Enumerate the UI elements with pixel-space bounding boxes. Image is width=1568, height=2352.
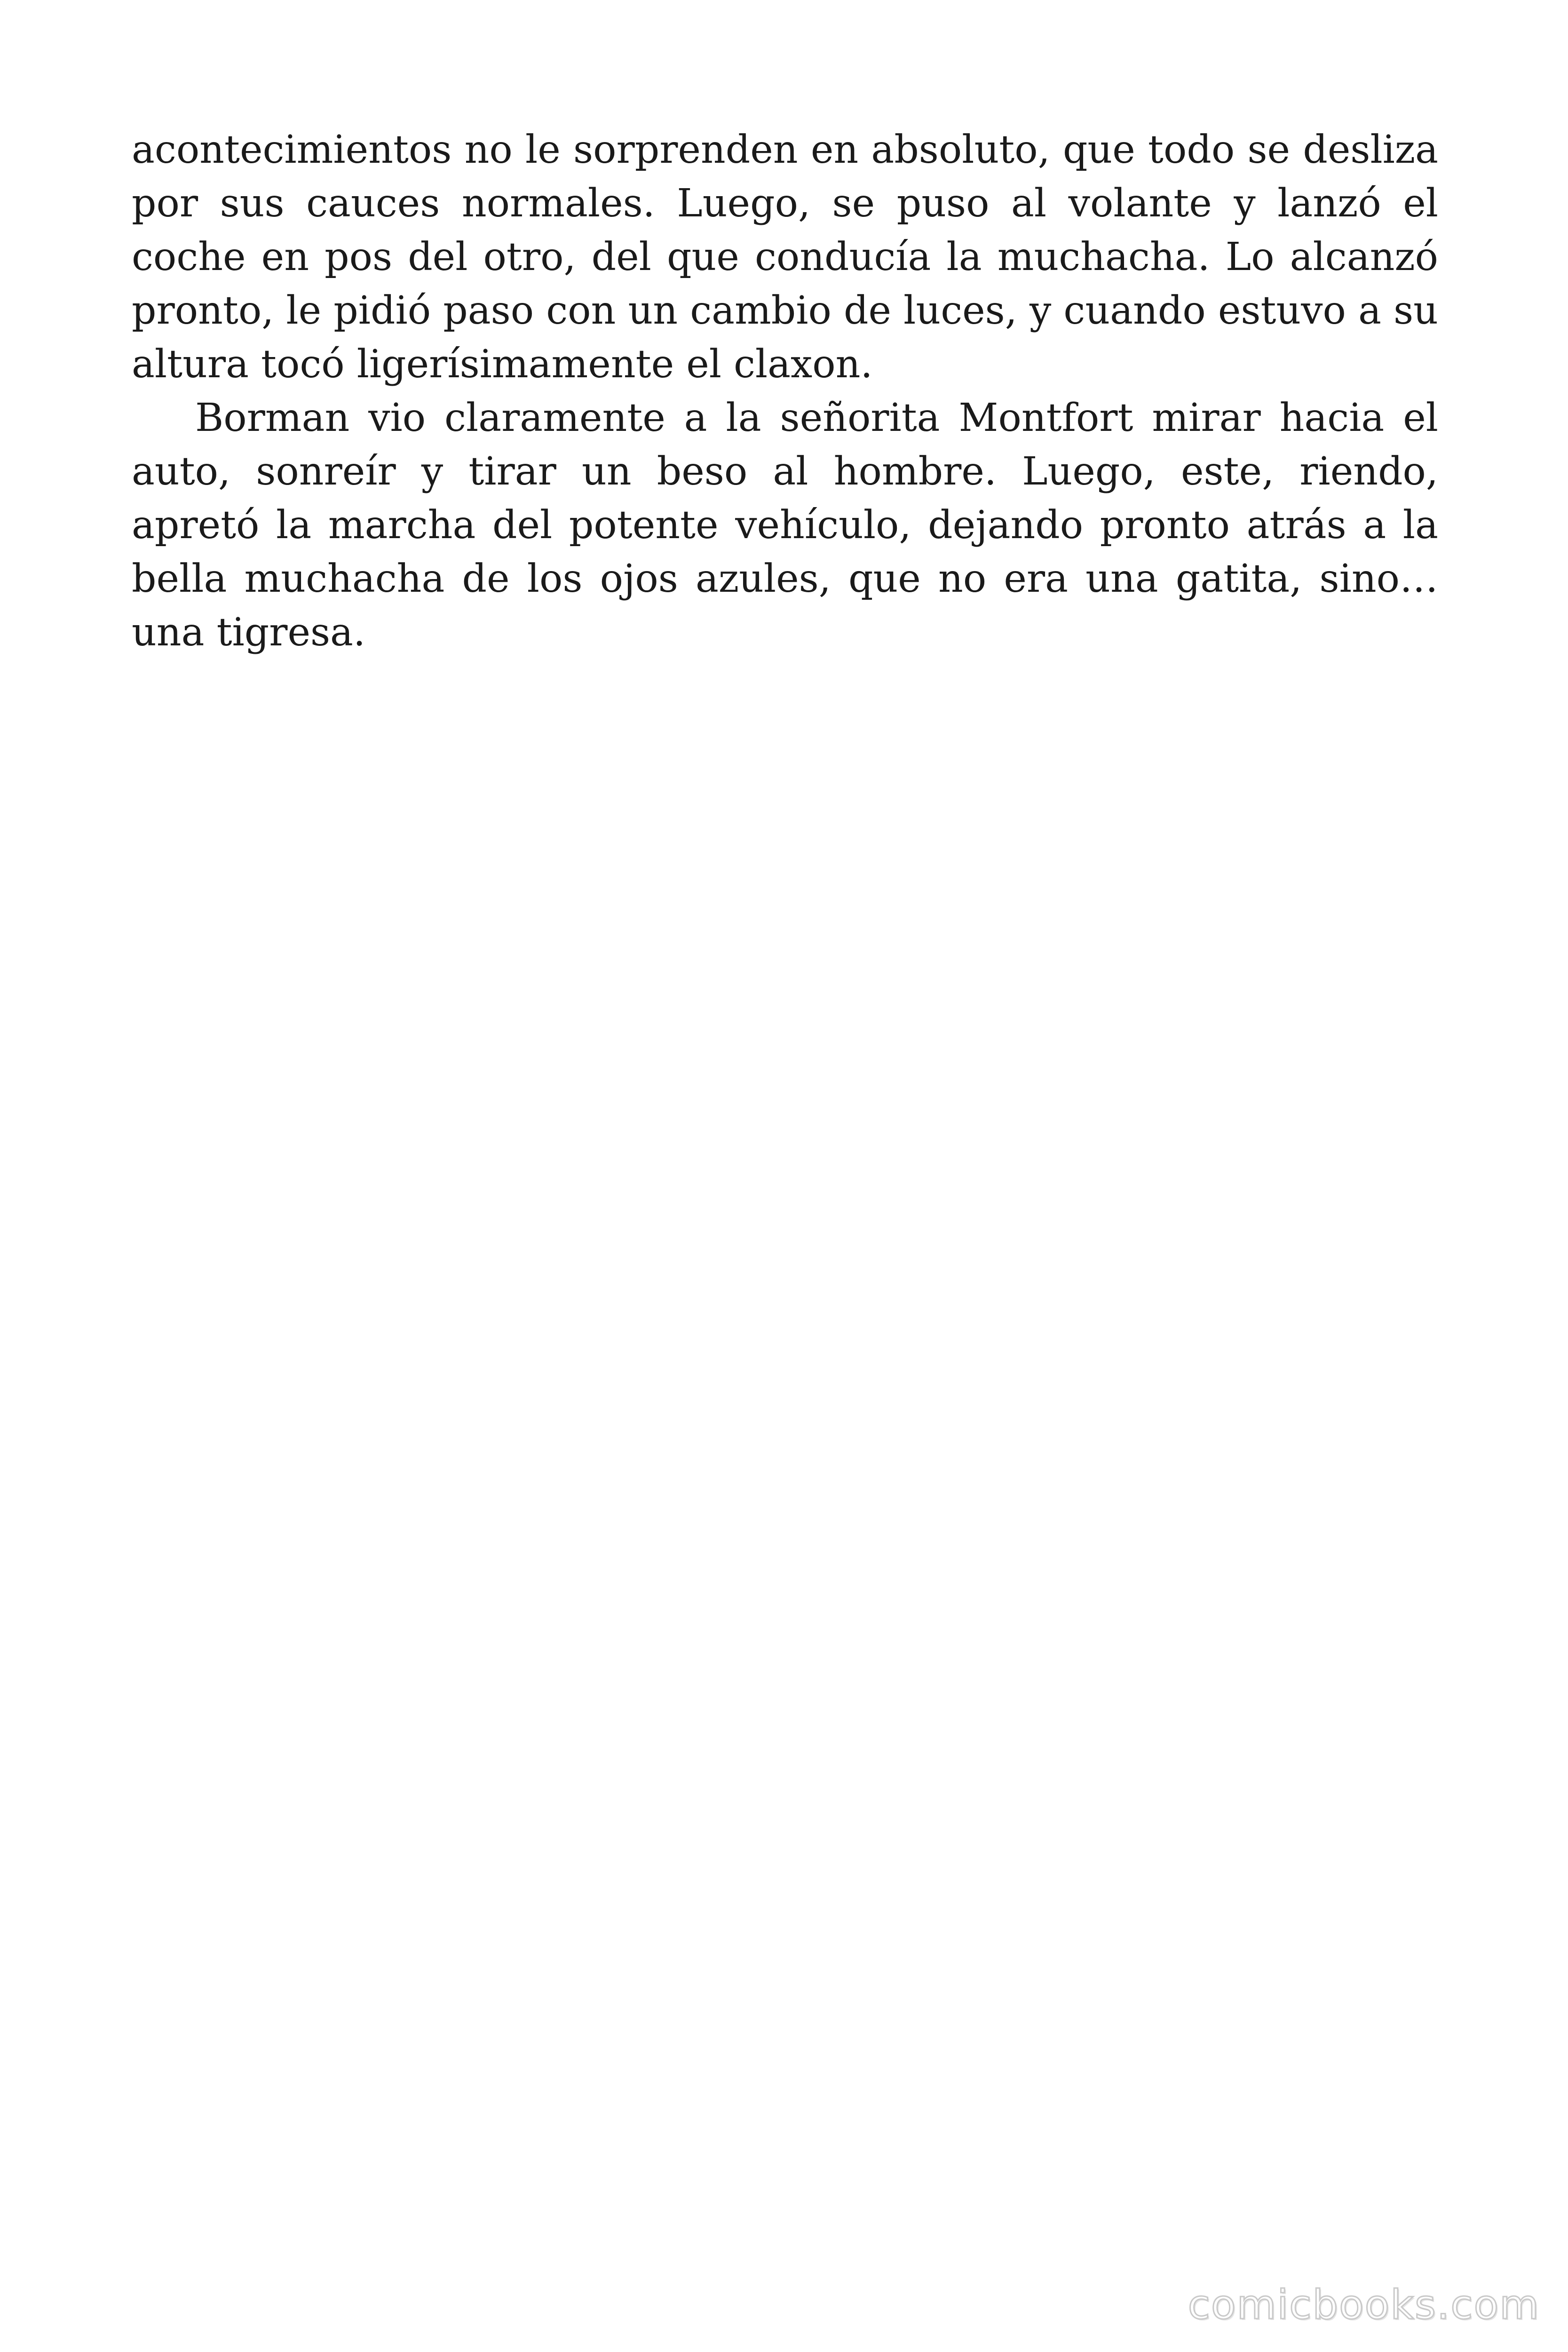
watermark-logo: comicbooks.com — [1188, 2281, 1540, 2328]
paragraph: Borman vio claramente a la señorita Montfort mirar hacia el auto, sonreír y tirar un beso al hombre. Luego, este, riendo, apretó la marcha del potente vehículo, dejando pronto atrás a la bella muchacha de los ojos azules, que no era una gatita, sino… una tigresa. — [132, 396, 1438, 655]
body-text — [132, 123, 1438, 660]
paragraph-continued: acontecimientos no le sorprenden en absoluto, que todo se desliza por sus cauces normales. Luego, se puso al volante y lanzó el coche en pos del otro, del que conducía la muchacha. Lo alcanzó pronto, le pidió paso con un cambio de luces, y cuando estuvo a su altura tocó ligerísimamente el claxon. — [132, 127, 1438, 387]
